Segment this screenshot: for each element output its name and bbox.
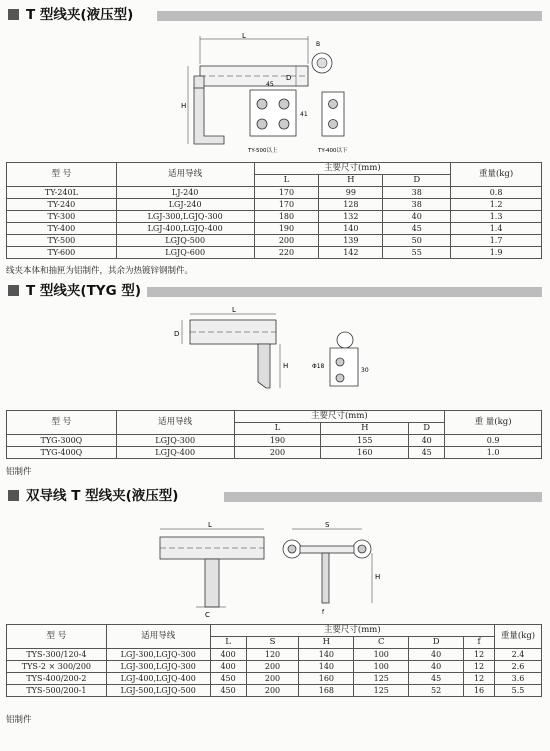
hdr-main-dims: 主要尺寸(mm): [254, 163, 451, 175]
table-row: [7, 187, 542, 199]
hdr-C: C: [354, 637, 409, 649]
cell-D: 40: [409, 649, 464, 661]
section1-diagram: [0, 28, 550, 168]
title-square-icon: [8, 9, 19, 20]
cell-conductor: LGJQ-600: [116, 247, 254, 259]
cell-conductor: LGJ-400,LGJQ-400: [116, 223, 254, 235]
dim-D: D: [286, 74, 292, 82]
dim-L: L: [242, 32, 246, 40]
cell-model: TY-240: [7, 199, 117, 211]
cell-L: 450: [210, 685, 246, 697]
hdr-f: f: [464, 637, 495, 649]
cell-S: 200: [246, 673, 299, 685]
cell-conductor: LGJQ-300: [116, 435, 234, 447]
section2-table: [6, 410, 542, 459]
table-row: [7, 223, 542, 235]
section2-title-text: T 型线夹(TYG 型): [26, 283, 142, 299]
title-bar: [157, 11, 542, 21]
hdr-weight: 重量(kg): [495, 625, 542, 649]
caption-left: TY-500以上: [248, 148, 278, 154]
cell-model: TYS-500/200-1: [7, 685, 107, 697]
table-row: [7, 211, 542, 223]
hdr-conductor: 适用导线: [116, 411, 234, 435]
dim-41: 41: [300, 111, 308, 118]
section2-title: [4, 282, 542, 300]
section3-diagram: [0, 507, 550, 622]
dim3-f: f: [322, 609, 325, 616]
hdr-D: D: [383, 175, 451, 187]
cell-weight: 1.7: [451, 235, 542, 247]
cell-weight: 1.9: [451, 247, 542, 259]
section3-title: [4, 487, 542, 505]
hdr-H: H: [319, 175, 383, 187]
cell-H: 128: [319, 199, 383, 211]
cell-D: 55: [383, 247, 451, 259]
table-row: [7, 685, 542, 697]
title-square-icon: [8, 285, 19, 296]
table-row: [7, 235, 542, 247]
cell-C: 125: [354, 673, 409, 685]
table-row: [7, 199, 542, 211]
cell-weight: 1.0: [445, 447, 542, 459]
table-row: [7, 649, 542, 661]
title-bar: [147, 287, 542, 297]
cell-model: TY-600: [7, 247, 117, 259]
cell-weight: 2.6: [495, 661, 542, 673]
cell-model: TY-500: [7, 235, 117, 247]
cell-model: TY-240L: [7, 187, 117, 199]
cell-S: 200: [246, 661, 299, 673]
hdr-H: H: [321, 423, 409, 435]
cell-L: 200: [234, 447, 321, 459]
cell-L: 170: [254, 199, 319, 211]
table-row: [7, 661, 542, 673]
cell-D: 45: [409, 447, 445, 459]
cell-D: 38: [383, 187, 451, 199]
cell-S: 120: [246, 649, 299, 661]
cell-D: 50: [383, 235, 451, 247]
cell-weight: 1.4: [451, 223, 542, 235]
title-square-icon: [8, 490, 19, 501]
cell-conductor: LGJ-300,LGJQ-300: [116, 211, 254, 223]
cell-weight: 1.2: [451, 199, 542, 211]
dim3-H: H: [375, 573, 381, 581]
cell-L: 170: [254, 187, 319, 199]
cell-weight: 5.5: [495, 685, 542, 697]
cell-conductor: LGJ-400,LGJQ-400: [106, 673, 210, 685]
dim2-D: D: [174, 330, 180, 338]
hdr-model: 型 号: [7, 625, 107, 649]
cell-model: TY-400: [7, 223, 117, 235]
dim-B: B: [316, 41, 321, 48]
cell-conductor: LGJ-500,LGJQ-500: [106, 685, 210, 697]
hdr-conductor: 适用导线: [106, 625, 210, 649]
cell-f: 12: [464, 673, 495, 685]
hdr-weight: 重 量(kg): [445, 411, 542, 435]
table-row: [7, 673, 542, 685]
title-bar: [224, 492, 542, 502]
cell-D: 40: [383, 211, 451, 223]
cell-model: TYS-400/200-2: [7, 673, 107, 685]
cell-weight: 0.9: [445, 435, 542, 447]
cell-weight: 2.4: [495, 649, 542, 661]
section1-table: [6, 162, 542, 259]
hdr-weight: 重量(kg): [451, 163, 542, 187]
cell-conductor: LGJQ-400: [116, 447, 234, 459]
cell-S: 200: [246, 685, 299, 697]
cell-L: 400: [210, 661, 246, 673]
dim2-phi18: Φ18: [312, 363, 325, 370]
cell-model: TY-300: [7, 211, 117, 223]
hdr-L: L: [254, 175, 319, 187]
cell-H: 132: [319, 211, 383, 223]
cell-L: 180: [254, 211, 319, 223]
dim2-H: H: [283, 362, 289, 370]
cell-H: 142: [319, 247, 383, 259]
hdr-conductor: 适用导线: [116, 163, 254, 187]
cell-weight: 3.6: [495, 673, 542, 685]
dim-45: 45: [266, 81, 274, 88]
section1-title: [4, 6, 542, 24]
section1-title-text: T 型线夹(液压型): [26, 7, 134, 23]
cell-H: 140: [319, 223, 383, 235]
cell-D: 40: [409, 435, 445, 447]
cell-L: 220: [254, 247, 319, 259]
cell-conductor: LJ-240: [116, 187, 254, 199]
cell-H: 139: [319, 235, 383, 247]
cell-f: 12: [464, 649, 495, 661]
section2-note: 铝制件: [6, 467, 32, 477]
cell-H: 99: [319, 187, 383, 199]
cell-conductor: LGJ-240: [116, 199, 254, 211]
hdr-main-dims: 主要尺寸(mm): [210, 625, 494, 637]
cell-conductor: LGJQ-500: [116, 235, 254, 247]
cell-f: 12: [464, 661, 495, 673]
dim2-30: 30: [361, 367, 369, 374]
hdr-H: H: [299, 637, 354, 649]
dim2-L: L: [232, 306, 236, 314]
cell-weight: 1.3: [451, 211, 542, 223]
table-row: [7, 247, 542, 259]
dim3-L: L: [208, 521, 212, 529]
hdr-main-dims: 主要尺寸(mm): [234, 411, 445, 423]
hdr-D: D: [409, 637, 464, 649]
table-row: [7, 435, 542, 447]
section2-diagram: [0, 300, 550, 410]
section3-table: [6, 624, 542, 697]
cell-L: 200: [254, 235, 319, 247]
cell-H: 140: [299, 649, 354, 661]
hdr-L: L: [210, 637, 246, 649]
dim3-S: S: [325, 521, 330, 529]
cell-conductor: LGJ-300,LGJQ-300: [106, 649, 210, 661]
cell-L: 190: [234, 435, 321, 447]
cell-conductor: LGJ-300,LGJQ-300: [106, 661, 210, 673]
section3-title-text: 双导线 T 型线夹(液压型): [26, 488, 179, 504]
hdr-D: D: [409, 423, 445, 435]
cell-D: 45: [409, 673, 464, 685]
table-row: [7, 447, 542, 459]
cell-H: 160: [299, 673, 354, 685]
cell-L: 450: [210, 673, 246, 685]
dim3-C: C: [205, 611, 210, 619]
hdr-model: 型 号: [7, 163, 117, 187]
cell-f: 16: [464, 685, 495, 697]
cell-L: 190: [254, 223, 319, 235]
cell-H: 155: [321, 435, 409, 447]
cell-D: 52: [409, 685, 464, 697]
cell-L: 400: [210, 649, 246, 661]
dim-H: H: [181, 102, 187, 110]
section3-note: 铝制件: [6, 715, 32, 725]
caption-right: TY-400以下: [318, 148, 348, 154]
cell-model: TYG-400Q: [7, 447, 117, 459]
section1-note: 线夹本体和抽匣为铝制件，其余为热镀锌钢制件。: [6, 266, 194, 276]
cell-C: 100: [354, 661, 409, 673]
cell-C: 100: [354, 649, 409, 661]
cell-C: 125: [354, 685, 409, 697]
cell-weight: 0.8: [451, 187, 542, 199]
cell-model: TYG-300Q: [7, 435, 117, 447]
hdr-S: S: [246, 637, 299, 649]
cell-D: 45: [383, 223, 451, 235]
hdr-model: 型 号: [7, 411, 117, 435]
cell-D: 38: [383, 199, 451, 211]
hdr-L: L: [234, 423, 321, 435]
cell-H: 168: [299, 685, 354, 697]
cell-H: 140: [299, 661, 354, 673]
cell-D: 40: [409, 661, 464, 673]
cell-H: 160: [321, 447, 409, 459]
cell-model: TYS-300/120-4: [7, 649, 107, 661]
cell-model: TYS-2 × 300/200: [7, 661, 107, 673]
